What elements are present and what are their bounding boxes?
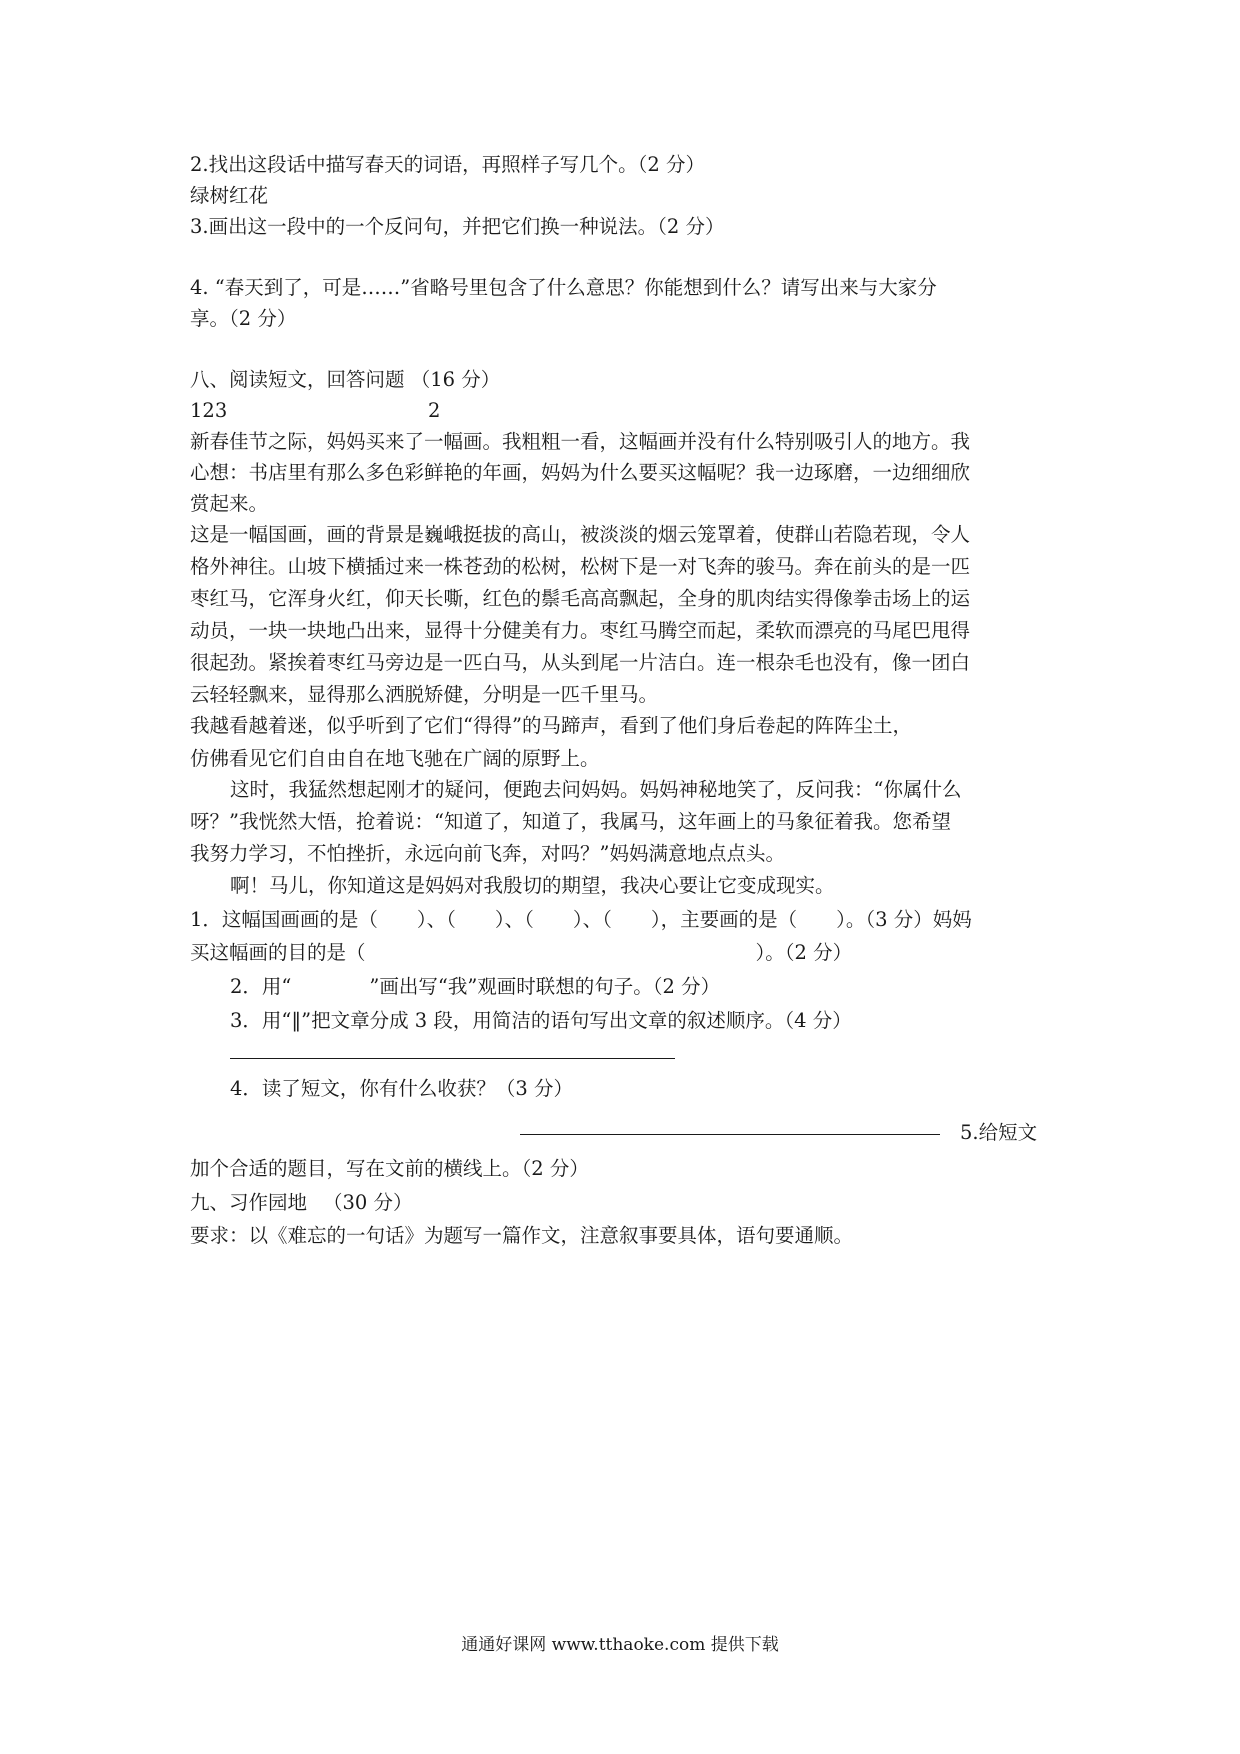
reading-question-4: 4．读了短文，你有什么收获？（3 分） xyxy=(230,1077,574,1100)
stray-number-b: 2 xyxy=(428,399,441,422)
stray-number-a: 123 xyxy=(190,399,228,422)
passage-line-8: 很起劲。紧挨着枣红马旁边是一匹白马，从头到尾一片洁白。连一根杂毛也没有，像一团白 xyxy=(190,651,971,674)
question-2-text: 2.找出这段话中描写春天的词语，再照样子写几个。（2 分） xyxy=(190,153,705,176)
passage-line-1: 新春佳节之际，妈妈买来了一幅画。我粗粗一看，这幅画并没有什么特别吸引人的地方。我 xyxy=(190,430,971,453)
passage-line-5: 格外神往。山坡下横插过来一株苍劲的松树，松树下是一对飞奔的骏马。奔在前头的是一匹 xyxy=(190,555,971,578)
question-4-line-1: 4. “春天到了，可是……”省略号里包含了什么意思？你能想到什么？请写出来与大家分 xyxy=(190,276,937,299)
section-8-heading: 八、阅读短文，回答问题 （16 分） xyxy=(190,368,501,391)
reading-question-1-line-2: 买这幅画的目的是（ ）。（2 分） xyxy=(190,941,853,964)
reading-question-3: 3．用“‖”把文章分成 3 段，用简洁的语句写出文章的叙述顺序。（4 分） xyxy=(230,1009,852,1032)
question-4-line-2: 享。（2 分） xyxy=(190,307,297,330)
passage-line-2: 心想：书店里有那么多色彩鲜艳的年画，妈妈为什么要买这幅呢？我一边琢磨，一边细细欣 xyxy=(190,461,971,484)
question-2-example: 绿树红花 xyxy=(190,184,269,207)
question-3-text: 3.画出这一段中的一个反问句，并把它们换一种说法。（2 分） xyxy=(190,215,725,238)
passage-line-10: 我越看越着迷，似乎听到了它们“得得”的马蹄声，看到了他们身后卷起的阵阵尘土， xyxy=(190,714,912,737)
page-footer: 通通好课网 www.tthaoke.com 提供下载 xyxy=(461,1635,779,1655)
reading-question-1-line-1: 1．这幅国画画的是（ ）、（ ）、（ ）、（ ），主要画的是（ ）。（3 分）妈妈 xyxy=(190,908,972,931)
section-9-heading: 九、习作园地 （30 分） xyxy=(190,1191,413,1214)
passage-line-12: 这时，我猛然想起刚才的疑问，便跑去问妈妈。妈妈神秘地笑了，反问我：“你属什么 xyxy=(230,778,962,801)
answer-line-q4 xyxy=(520,1134,940,1135)
passage-line-11: 仿佛看见它们自由自在地飞驰在广阔的原野上。 xyxy=(190,747,600,770)
passage-line-3: 赏起来。 xyxy=(190,492,269,515)
reading-question-5-part-2: 加个合适的题目，写在文前的横线上。（2 分） xyxy=(190,1157,589,1180)
passage-line-14: 我努力学习，不怕挫折，永远向前飞奔，对吗？”妈妈满意地点点头。 xyxy=(190,842,785,865)
passage-line-13: 呀？”我恍然大悟，抢着说：“知道了，知道了，我属马，这年画上的马象征着我。您希望 xyxy=(190,810,951,833)
passage-line-6: 枣红马，它浑身火红，仰天长嘶，红色的鬃毛高高飘起，全身的肌肉结实得像拳击场上的运 xyxy=(190,587,971,610)
reading-question-2: 2．用“ ”画出写“我”观画时联想的句子。（2 分） xyxy=(230,975,721,998)
passage-line-7: 动员，一块一块地凸出来，显得十分健美有力。枣红马腾空而起，柔软而漂亮的马尾巴甩得 xyxy=(190,619,971,642)
answer-line-q3 xyxy=(230,1058,675,1059)
section-9-requirement: 要求：以《难忘的一句话》为题写一篇作文，注意叙事要具体，语句要通顺。 xyxy=(190,1224,854,1247)
passage-line-15: 啊！马儿，你知道这是妈妈对我殷切的期望，我决心要让它变成现实。 xyxy=(230,874,835,897)
reading-question-5-part-1: 5.给短文 xyxy=(960,1121,1038,1144)
passage-line-4: 这是一幅国画，画的背景是巍峨挺拔的高山，被淡淡的烟云笼罩着，使群山若隐若现，令人 xyxy=(190,523,971,546)
passage-line-9: 云轻轻飘来，显得那么洒脱矫健，分明是一匹千里马。 xyxy=(190,683,659,706)
